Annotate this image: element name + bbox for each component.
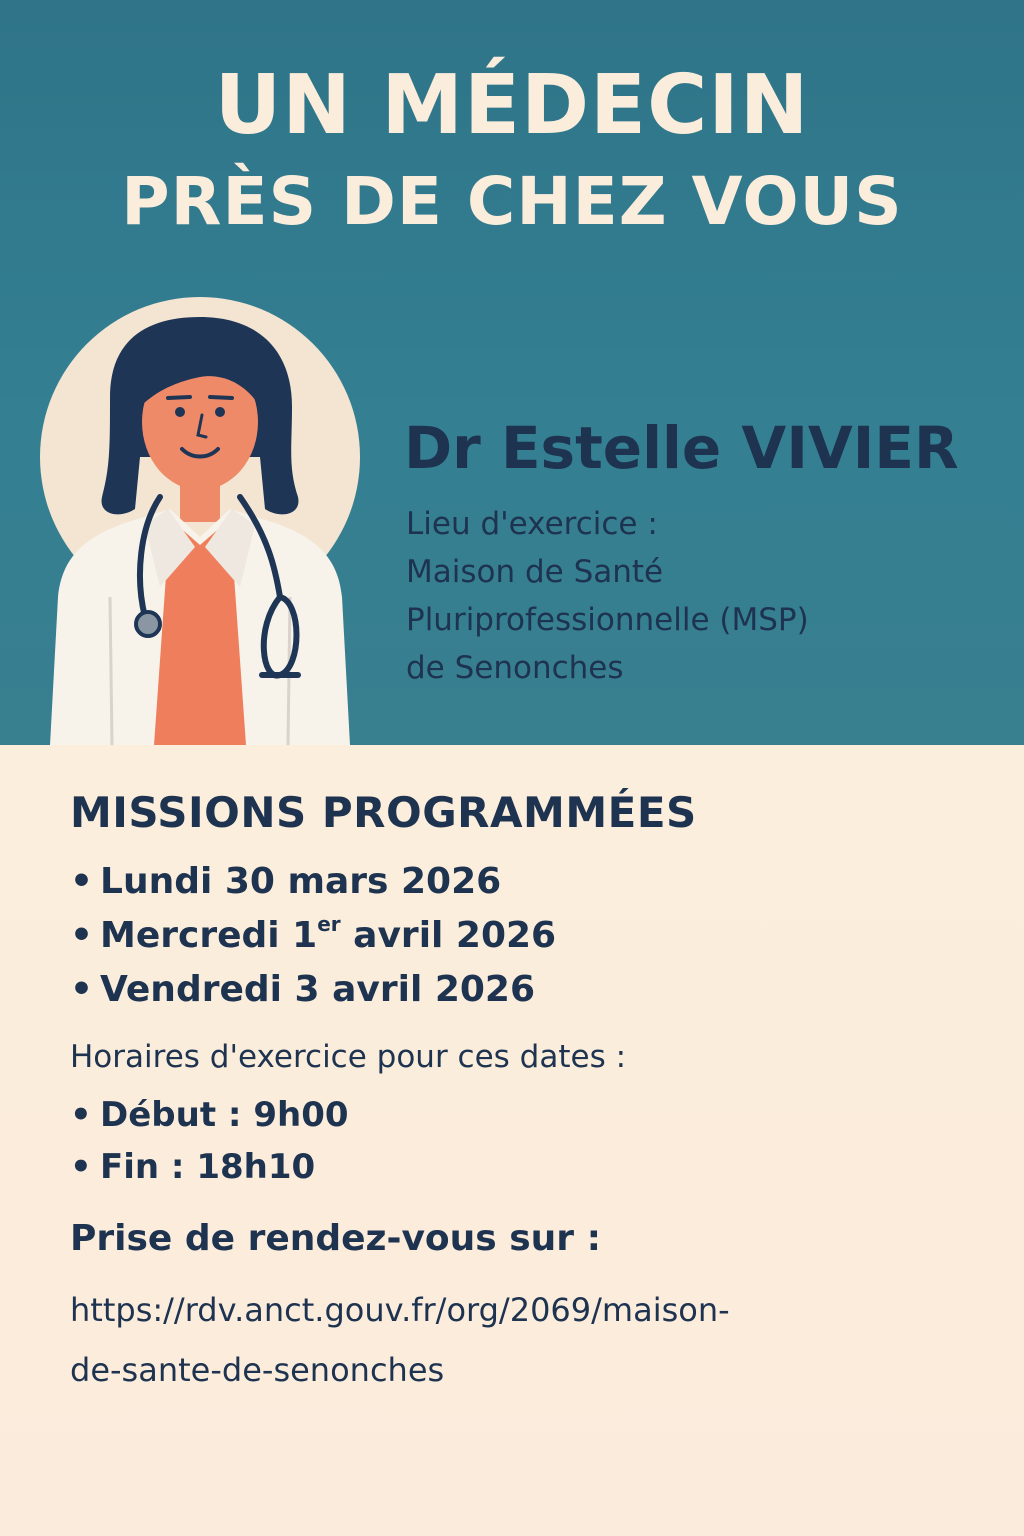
details-section xyxy=(0,745,1024,1536)
hours-list xyxy=(70,1089,349,1193)
location-line: de Senonches xyxy=(406,650,624,686)
location-line: Pluriprofessionnelle (MSP) xyxy=(406,602,809,638)
title-line-1: UN MÉDECIN xyxy=(214,58,810,153)
title-line-2: PRÈS DE CHEZ VOUS xyxy=(121,163,903,240)
list-item: • Vendredi 3 avril 2026 xyxy=(70,963,556,1017)
doctor-name: Dr Estelle VIVIER xyxy=(404,414,959,482)
location-line: Maison de Santé xyxy=(406,554,664,590)
list-item-end: • Fin : 18h10 xyxy=(70,1141,349,1193)
list-item-start: • Début : 9h00 xyxy=(70,1089,349,1141)
appointment-url xyxy=(70,1280,950,1400)
url-line-1: https://rdv.anct.gouv.fr/org/2069/maison- xyxy=(70,1291,730,1329)
doctor-location xyxy=(406,500,1006,692)
appointment-label: Prise de rendez-vous sur : xyxy=(70,1218,601,1259)
list-item: • Mercredi 1er avril 2026 xyxy=(70,909,556,963)
url-line-2: de-sante-de-senonches xyxy=(70,1351,445,1389)
hours-label: Horaires d'exercice pour ces dates : xyxy=(70,1039,627,1075)
missions-title: MISSIONS PROGRAMMÉES xyxy=(70,788,697,837)
doctor-avatar-icon xyxy=(40,297,360,745)
mission-dates-list xyxy=(70,855,556,1017)
list-item: • Lundi 30 mars 2026 xyxy=(70,855,556,909)
header-section xyxy=(0,0,1024,745)
location-label: Lieu d'exercice : xyxy=(406,506,658,542)
